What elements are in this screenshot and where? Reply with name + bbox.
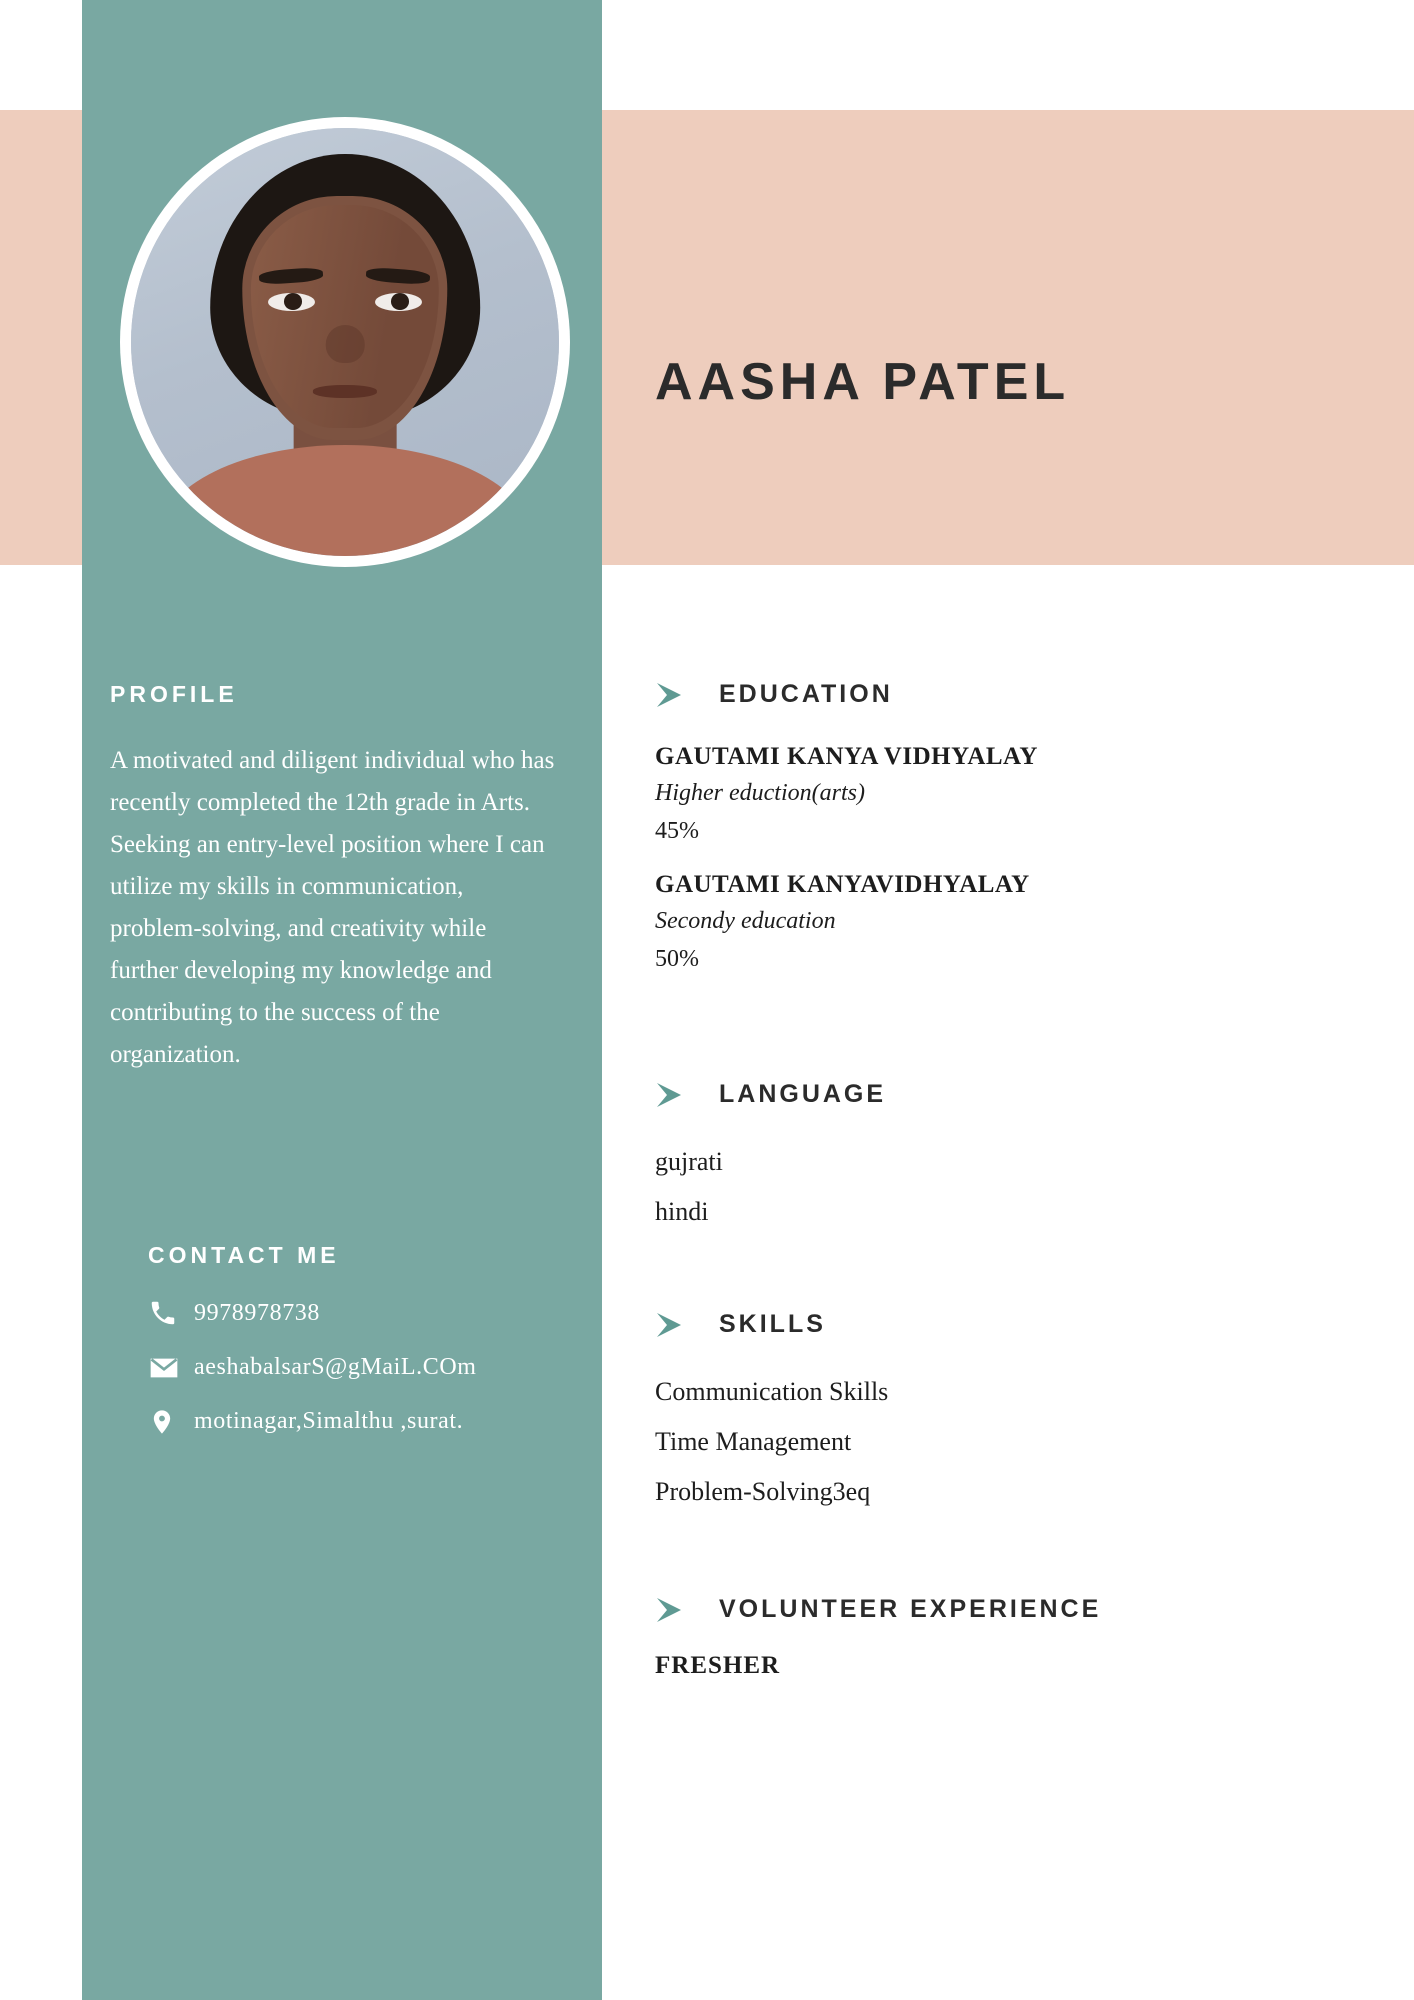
language-section: [655, 1080, 886, 1237]
list-item: Problem-Solving3eq: [655, 1477, 871, 1506]
contact-item-address[interactable]: [148, 1404, 568, 1438]
education-section: [655, 680, 1038, 979]
page-title: AASHA PATEL: [655, 353, 1071, 411]
volunteer-heading-row: [655, 1595, 1101, 1624]
education-heading: EDUCATION: [719, 680, 893, 708]
contact-list: [148, 1296, 568, 1458]
volunteer-heading: VOLUNTEER EXPERIENCE: [719, 1595, 1102, 1623]
language-list: [655, 1137, 886, 1237]
avatar: [120, 117, 570, 567]
arrow-icon: [655, 681, 697, 709]
education-degree: Higher eduction(arts): [655, 780, 865, 806]
profile-heading: PROFILE: [110, 681, 238, 707]
education-entry: [655, 867, 1038, 979]
education-school: GAUTAMI KANYA VIDHYALAY: [655, 743, 1038, 770]
language-heading: LANGUAGE: [719, 1080, 887, 1108]
skills-heading: SKILLS: [719, 1310, 826, 1338]
contact-phone-value: 9978978738: [194, 1300, 320, 1326]
education-heading-row: [655, 680, 1038, 709]
skills-section: [655, 1310, 888, 1517]
skills-heading-row: [655, 1310, 888, 1339]
list-item: Communication Skills: [655, 1377, 889, 1406]
contact-heading: CONTACT ME: [148, 1242, 340, 1268]
contact-item-email[interactable]: [148, 1350, 568, 1384]
arrow-icon: [655, 1596, 697, 1624]
profile-text: A motivated and diligent individual who has recently completed the 12th grade in Arts. Seeking an entry-level position where I can utilize my skills in communication, problem-solving, and creativity while further developing my knowledge and contributing to the success of the organization.: [110, 747, 555, 1068]
skills-list: [655, 1367, 888, 1517]
language-heading-row: [655, 1080, 886, 1109]
contact-email-value: aeshabalsarS@gMaiL.COm: [194, 1354, 477, 1380]
volunteer-section: [655, 1595, 1101, 1680]
education-school: GAUTAMI KANYAVIDHYALAY: [655, 871, 1030, 898]
profile-photo: [131, 128, 559, 556]
list-item: hindi: [655, 1197, 709, 1226]
location-pin-icon: [148, 1404, 194, 1438]
contact-address-value: motinagar,Simalthu ,surat.: [194, 1408, 464, 1434]
education-score: 45%: [655, 818, 699, 844]
education-entry: [655, 739, 1038, 851]
envelope-icon: [148, 1350, 194, 1384]
phone-icon: [148, 1296, 194, 1328]
education-score: 50%: [655, 946, 699, 972]
volunteer-item: FRESHER: [655, 1652, 781, 1679]
list-item: gujrati: [655, 1147, 723, 1176]
contact-item-phone[interactable]: [148, 1296, 568, 1330]
arrow-icon: [655, 1311, 697, 1339]
list-item: Time Management: [655, 1427, 852, 1456]
education-degree: Secondy education: [655, 908, 836, 934]
arrow-icon: [655, 1081, 697, 1109]
